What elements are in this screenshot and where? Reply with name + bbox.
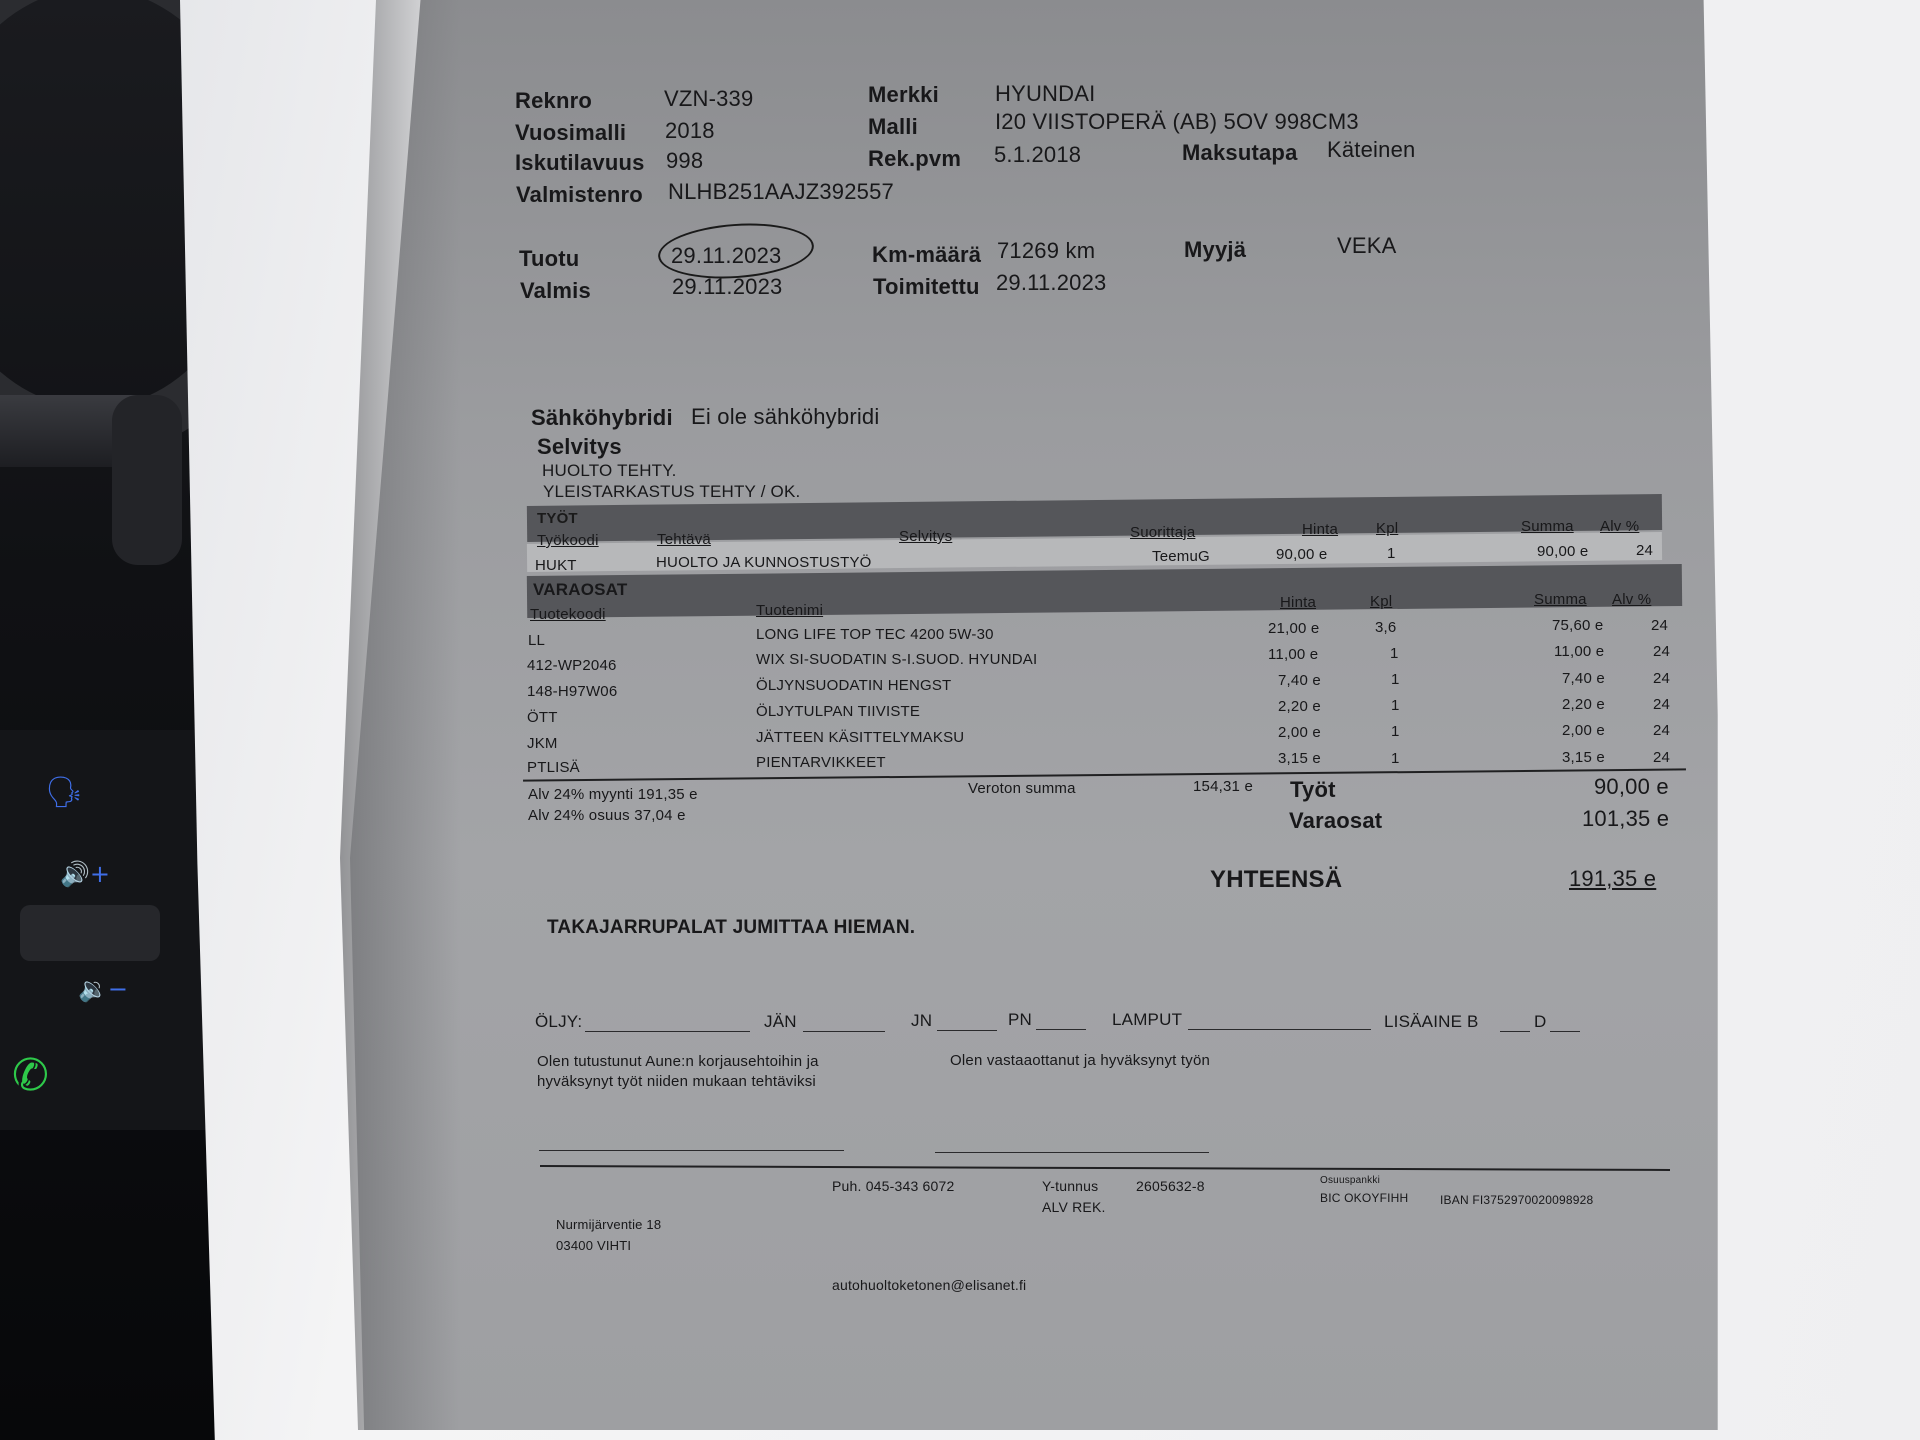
blank-line: [937, 1029, 997, 1031]
varaosa-row-nimi: ÖLJYNSUODATIN HENGST: [756, 677, 952, 694]
maksutapa-label: Maksutapa: [1182, 140, 1298, 165]
varaosa-row-kpl: 1: [1390, 645, 1399, 662]
varaosa-row-hinta: 3,15 e: [1278, 750, 1321, 767]
varaosa-row-summa: 2,00 e: [1562, 722, 1605, 739]
varaosat-header-koodi: Tuotekoodi: [530, 606, 606, 623]
blank-line: [1036, 1028, 1086, 1030]
terms-line-1: Olen tutustunut Aune:n korjausehtoihin ja: [537, 1053, 819, 1070]
tyot-header-selvitys: Selvitys: [899, 528, 953, 545]
varaosa-row-kpl: 1: [1391, 723, 1400, 740]
alv-myynti: Alv 24% myynti 191,35 e: [528, 786, 698, 803]
malli-label: Malli: [868, 114, 918, 139]
check-d: D: [1534, 1012, 1547, 1031]
varaosa-row-hinta: 7,40 e: [1278, 672, 1321, 689]
check-jan: JÄN: [764, 1012, 797, 1031]
blank-line: [1188, 1028, 1371, 1030]
valmistenro-label: Valmistenro: [516, 182, 643, 207]
blank-line: [1500, 1030, 1530, 1032]
footer-divider: [540, 1165, 1670, 1170]
varaosa-row-kpl: 1: [1391, 697, 1400, 714]
tyot-total-value: 90,00 e: [1594, 774, 1669, 799]
varaosa-row-hinta: 2,00 e: [1278, 724, 1321, 741]
varaosa-row-koodi: 148-H97W06: [527, 683, 618, 700]
tyot-row-tehtava: HUOLTO JA KUNNOSTUSTYÖ: [656, 554, 872, 571]
varaosat-title: VARAOSAT: [533, 580, 628, 599]
rekpvm-value: 5.1.2018: [994, 142, 1082, 167]
valmis-label: Valmis: [520, 278, 591, 303]
tyot-header-tehtava: Tehtävä: [657, 531, 711, 548]
tyot-header-alv: Alv %: [1600, 518, 1640, 535]
check-lamput: LAMPUT: [1112, 1010, 1183, 1029]
footer-address-2: 03400 VIHTI: [556, 1238, 632, 1253]
varaosa-row-alv: 24: [1653, 749, 1671, 766]
check-lisaaine: LISÄAINE B: [1384, 1012, 1479, 1031]
check-pn: PN: [1008, 1010, 1033, 1029]
tyot-row-koodi: HUKT: [535, 557, 577, 574]
tyot-row-suorittaja: TeemuG: [1152, 548, 1210, 565]
tyot-row-hinta: 90,00 e: [1276, 546, 1328, 563]
vuosimalli-value: 2018: [665, 118, 715, 143]
varaosa-row-alv: 24: [1653, 722, 1671, 739]
valmistenro-value: NLHB251AAJZ392557: [668, 179, 894, 204]
hybrid-value: Ei ole sähköhybridi: [691, 404, 880, 429]
varaosa-row-hinta: 2,20 e: [1278, 698, 1321, 715]
volume-down-icon: 🔉−: [78, 975, 128, 1003]
varaosa-row-hinta: 21,00 e: [1268, 620, 1320, 637]
iskutilavuus-label: Iskutilavuus: [515, 150, 645, 175]
varaosat-header-nimi: Tuotenimi: [756, 602, 824, 619]
malli-value: I20 VIISTOPERÄ (AB) 5OV 998CM3: [995, 109, 1359, 134]
tyot-header-hinta: Hinta: [1302, 521, 1339, 538]
tyot-header-kpl: Kpl: [1376, 520, 1399, 537]
varaosa-row-nimi: WIX SI-SUODATIN S-I.SUOD. HYUNDAI: [756, 651, 1038, 668]
varaosat-header-kpl: Kpl: [1370, 593, 1393, 610]
varaosa-row-nimi: PIENTARVIKKEET: [756, 754, 886, 771]
blank-line: [585, 1030, 750, 1032]
footer-ytunnus: 2605632-8: [1136, 1178, 1205, 1194]
toimitettu-label: Toimitettu: [873, 274, 980, 299]
varaosat-total-label: Varaosat: [1289, 808, 1383, 833]
varaosa-row-nimi: JÄTTEEN KÄSITTELYMAKSU: [756, 729, 965, 746]
alv-osuus: Alv 24% osuus 37,04 e: [528, 807, 686, 824]
blank-line: [1550, 1030, 1580, 1032]
hybrid-label: Sähköhybridi: [531, 405, 673, 430]
varaosa-row-summa: 75,60 e: [1552, 617, 1604, 634]
tyot-header-summa: Summa: [1521, 518, 1574, 535]
veroton-label: Veroton summa: [968, 780, 1076, 797]
km-label: Km-määrä: [872, 242, 982, 267]
myyja-value: VEKA: [1337, 233, 1397, 258]
merkki-value: HYUNDAI: [995, 81, 1096, 106]
footer-bank: Osuuspankki: [1320, 1175, 1381, 1186]
rekpvm-label: Rek.pvm: [868, 146, 962, 171]
varaosa-row-alv: 24: [1653, 696, 1671, 713]
remark-text: TAKAJARRUPALAT JUMITTAA HIEMAN.: [547, 917, 916, 938]
footer-iban: IBAN FI3752970020098928: [1440, 1193, 1594, 1207]
varaosa-row-summa: 11,00 e: [1554, 643, 1605, 660]
varaosa-row-kpl: 3,6: [1375, 619, 1397, 636]
varaosat-header-band: [527, 564, 1682, 618]
varaosa-row-alv: 24: [1651, 617, 1669, 634]
varaosa-row-nimi: LONG LIFE TOP TEC 4200 5W-30: [756, 626, 994, 643]
volume-up-icon: 🔊+: [60, 860, 110, 888]
terms-line-2: hyväksynyt työt niiden mukaan tehtäviksi: [537, 1073, 816, 1090]
tuotu-label: Tuotu: [519, 246, 580, 271]
myyja-label: Myyjä: [1184, 237, 1247, 262]
varaosa-row-koodi: JKM: [527, 735, 558, 752]
reknro-label: Reknro: [515, 88, 592, 113]
tyot-title: TYÖT: [537, 510, 578, 527]
tyot-total-label: Työt: [1290, 777, 1336, 802]
toimitettu-value: 29.11.2023: [996, 270, 1107, 295]
voice-command-icon: 🗣: [45, 775, 84, 810]
varaosa-row-koodi: PTLISÄ: [527, 759, 580, 776]
selvitys-line-1: HUOLTO TEHTY.: [542, 461, 677, 480]
varaosat-total-value: 101,35 e: [1582, 806, 1670, 831]
footer-phone: Puh. 045-343 6072: [832, 1178, 955, 1194]
check-jn: JN: [911, 1011, 933, 1030]
blank-line: [803, 1030, 885, 1032]
reknro-value: VZN-339: [664, 86, 754, 111]
maksutapa-value: Käteinen: [1327, 137, 1416, 162]
varaosat-header-summa: Summa: [1534, 591, 1587, 608]
varaosa-row-summa: 2,20 e: [1562, 696, 1605, 713]
varaosa-row-alv: 24: [1653, 643, 1671, 660]
footer-address-1: Nurmijärventie 18: [556, 1217, 662, 1232]
phone-call-icon: ✆: [12, 1050, 49, 1101]
footer-ytunnus-label: Y-tunnus: [1042, 1178, 1099, 1194]
accept-text: Olen vastaaottanut ja hyväksynyt työn: [950, 1052, 1211, 1069]
merkki-label: Merkki: [868, 82, 939, 107]
km-value: 71269 km: [997, 238, 1096, 263]
tyot-row-alv: 24: [1636, 542, 1654, 559]
varaosa-row-koodi: LL: [528, 632, 546, 649]
totals-divider: [523, 768, 1686, 781]
selvitys-label: Selvitys: [537, 434, 622, 459]
signature-line-left: [539, 1149, 844, 1151]
check-oljy: ÖLJY:: [535, 1012, 583, 1031]
footer-alvrek: ALV REK.: [1042, 1199, 1106, 1215]
varaosa-row-nimi: ÖLJYTULPAN TIIVISTE: [756, 703, 921, 720]
yhteensa-value: 191,35 e: [1569, 866, 1657, 891]
varaosat-header-hinta: Hinta: [1280, 594, 1317, 611]
tyot-row-kpl: 1: [1387, 545, 1396, 562]
tyot-header-koodi: Työkoodi: [537, 532, 599, 549]
tyot-row-summa: 90,00 e: [1537, 543, 1589, 560]
valmis-value: 29.11.2023: [672, 274, 783, 299]
tyot-header-suorittaja: Suorittaja: [1130, 524, 1196, 541]
tuotu-value: 29.11.2023: [671, 243, 782, 268]
signature-line-right: [935, 1151, 1209, 1153]
varaosa-row-alv: 24: [1653, 670, 1671, 687]
varaosat-header-alv: Alv %: [1612, 591, 1652, 608]
varaosa-row-summa: 3,15 e: [1562, 749, 1605, 766]
varaosa-row-kpl: 1: [1391, 671, 1400, 688]
veroton-value: 154,31 e: [1193, 778, 1253, 795]
yhteensa-label: YHTEENSÄ: [1210, 866, 1343, 893]
varaosa-row-koodi: 412-WP2046: [527, 657, 617, 674]
footer-email: autohuoltoketonen@elisanet.fi: [832, 1277, 1027, 1293]
varaosa-row-summa: 7,40 e: [1562, 670, 1605, 687]
iskutilavuus-value: 998: [666, 148, 704, 173]
selvitys-line-2: YLEISTARKASTUS TEHTY / OK.: [543, 482, 801, 501]
vuosimalli-label: Vuosimalli: [515, 120, 627, 145]
footer-bic: BIC OKOYFIHH: [1320, 1191, 1409, 1205]
varaosa-row-kpl: 1: [1391, 750, 1400, 767]
varaosa-row-hinta: 11,00 e: [1268, 646, 1319, 663]
varaosa-row-koodi: ÖTT: [527, 709, 558, 726]
